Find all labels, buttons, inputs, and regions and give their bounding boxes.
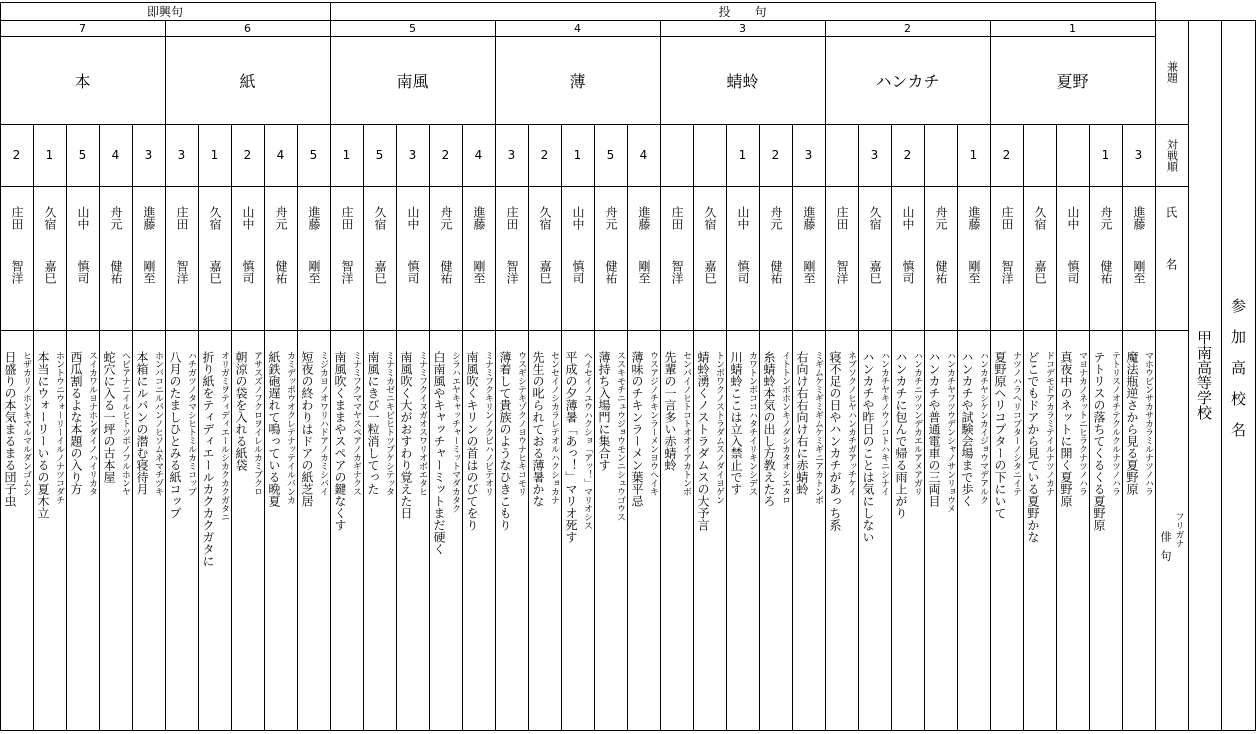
given-name: 慎司	[241, 260, 255, 284]
haiku-text: 寝不足の日やハンカチがあっち系	[828, 351, 842, 531]
haiku-text: ハンカチに包んで帰る雨上がり	[894, 351, 908, 519]
topic-title: 夏野	[1056, 71, 1089, 91]
haiku-furigana: ネブソクノヒヤハンカチガアッチケイ	[846, 351, 856, 496]
haiku-cell	[660, 331, 693, 730]
player-name	[660, 206, 693, 326]
haiku-cell	[858, 331, 891, 730]
touku-header: 投 句	[718, 4, 767, 19]
surname: 進藤	[637, 206, 651, 230]
match-order: 1	[1101, 148, 1110, 162]
grid-line	[495, 186, 660, 187]
given-name: 慎司	[406, 260, 420, 284]
block-number: 4	[574, 21, 581, 35]
haiku-cell	[198, 331, 231, 730]
haiku-furigana: ハンカチニツツンデカエルアメアガリ	[912, 351, 922, 496]
topic-title: ハンカチ	[875, 71, 940, 91]
grid-line	[990, 186, 1155, 187]
haiku-furigana: アサスズノフクロヲイレルカミブクロ	[252, 351, 262, 496]
haiku-furigana: ミギムケミギミギムケミギニアカトンボ	[813, 351, 823, 504]
given-name: 智洋	[1000, 260, 1014, 284]
match-order: 2	[771, 148, 780, 162]
given-name: 嘉巳	[43, 260, 57, 284]
given-name: 智洋	[175, 260, 189, 284]
haiku-furigana: カワトンボココハタチイリキンシデス	[747, 351, 757, 496]
given-name: 智洋	[835, 260, 849, 284]
given-name: 健祐	[1099, 260, 1113, 284]
surname: 山中	[736, 206, 750, 230]
haiku-label: 俳句	[1159, 531, 1172, 569]
surname: 山中	[406, 206, 420, 230]
match-order: 1	[573, 148, 582, 162]
given-name: 慎司	[571, 260, 585, 284]
haiku-text: 白南風やキャッチャーミットまだ硬く	[432, 351, 446, 555]
haiku-text: 平成の夕薄暑「あっ！」マリオ死す	[564, 351, 578, 543]
sokkyo-header: 即興句	[146, 4, 183, 19]
haiku-text: 夏野原ヘリコプターの下にいて	[993, 351, 1007, 519]
haiku-text: 八月のたましひとみる紙コップ	[168, 351, 182, 519]
haiku-text: 薄持ち入場門に集合す	[597, 351, 611, 471]
surname: 進藤	[802, 206, 816, 230]
haiku-furigana: カミデッポウオクレテナッテイルバンカ	[285, 351, 295, 504]
furigana-label: フリガナ	[1173, 512, 1184, 548]
player-name	[33, 206, 66, 326]
surname: 舟元	[274, 206, 288, 230]
haiku-text: 折り紙をティディエールカクカクガタに	[201, 351, 215, 567]
haiku-text: 先輩の一言多い赤蜻蛉	[663, 351, 677, 471]
surname: 庄田	[175, 206, 189, 230]
haiku-cell	[957, 331, 990, 730]
player-name	[495, 206, 528, 326]
haiku-cell	[561, 331, 594, 730]
haiku-furigana: オリガミヲティディエールシカクカクガタニ	[219, 351, 229, 521]
given-name: 智洋	[10, 260, 24, 284]
player-name	[759, 206, 792, 326]
surname: 舟元	[1099, 206, 1113, 230]
surname: 庄田	[505, 206, 519, 230]
haiku-furigana: ミナミフクイヌガオスワリオボエタヒ	[417, 351, 427, 496]
match-order: 5	[606, 148, 615, 162]
surname: 進藤	[967, 206, 981, 230]
player-name	[396, 206, 429, 326]
school-header: 参加高校名	[1229, 297, 1247, 453]
player-name	[0, 206, 33, 326]
haiku-text: 蜻蛉湧くノストラダムスの大予言	[696, 351, 710, 531]
player-name	[858, 206, 891, 326]
grid-line	[0, 730, 1256, 731]
match-order: 1	[969, 148, 978, 162]
haiku-furigana: ヘビアナニイルヒトツボノフルホンヤ	[120, 351, 130, 496]
haiku-cell	[990, 331, 1023, 730]
haiku-cell	[825, 331, 858, 730]
given-name: 慎司	[1066, 260, 1080, 284]
haiku-cell	[297, 331, 330, 730]
match-order: 3	[144, 148, 153, 162]
given-name: 嘉巳	[868, 260, 882, 284]
given-name: 慎司	[901, 260, 915, 284]
haiku-cell	[33, 331, 66, 730]
player-name	[264, 206, 297, 326]
given-name: 剛至	[472, 260, 486, 284]
player-name	[132, 206, 165, 326]
haiku-furigana: テトリスノオチテクルクルナツノハラ	[1110, 351, 1120, 496]
grid-line	[0, 186, 165, 187]
given-name: 慎司	[736, 260, 750, 284]
block-number: 3	[739, 21, 746, 35]
haiku-cell	[330, 331, 363, 730]
haiku-cell	[231, 331, 264, 730]
match-order: 5	[309, 148, 318, 162]
haiku-cell	[99, 331, 132, 730]
haiku-furigana: シラハエヤキャッチャーミットマダカタク	[450, 351, 460, 513]
haiku-text: 本箱にルパンの潜む寝待月	[135, 351, 149, 495]
haiku-furigana: センセイノシカラレテオルハクショカナ	[549, 351, 559, 504]
given-name: 嘉巳	[373, 260, 387, 284]
haiku-text: 朝涼の袋を入れる紙袋	[234, 351, 248, 471]
given-name: 剛至	[142, 260, 156, 284]
match-order: 2	[12, 148, 21, 162]
grid-line	[1255, 20, 1256, 730]
block-number: 1	[1069, 21, 1076, 35]
surname: 庄田	[10, 206, 24, 230]
haiku-furigana: スイカワルヨナホンダイノハイリカタ	[87, 351, 97, 496]
player-name	[429, 206, 462, 326]
match-order	[693, 124, 726, 186]
player-name	[594, 206, 627, 326]
haiku-text: 糸蜻蛉本気の出し方教えたろ	[762, 351, 776, 507]
player-name	[528, 206, 561, 326]
match-order: 4	[276, 148, 285, 162]
haiku-furigana: ドコデモドアカラミテイルナツノカナ	[1044, 351, 1054, 496]
given-name: 剛至	[307, 260, 321, 284]
haiku-furigana: ヘイセイノユウハクショ「アッ！」マリオシス	[582, 351, 592, 530]
haiku-cell	[792, 331, 825, 730]
player-name	[891, 206, 924, 326]
grid-line	[330, 186, 495, 187]
surname: 進藤	[472, 206, 486, 230]
haiku-cell	[1023, 331, 1056, 730]
shimei-label: 氏名	[1164, 206, 1178, 310]
haiku-text: ハンカチや普通電車の三両目	[927, 351, 941, 507]
given-name: 剛至	[1132, 260, 1146, 284]
given-name: 剛至	[637, 260, 651, 284]
school-name: 甲南高等学校	[1195, 330, 1213, 420]
player-name	[726, 206, 759, 326]
haiku-cell	[1089, 331, 1122, 730]
match-order: 4	[111, 148, 120, 162]
player-name	[165, 206, 198, 326]
haiku-cell	[1056, 331, 1089, 730]
haiku-cell	[363, 331, 396, 730]
match-order: 2	[1002, 148, 1011, 162]
surname: 庄田	[340, 206, 354, 230]
block-number: 7	[79, 21, 86, 35]
match-order: 5	[78, 148, 87, 162]
haiku-furigana: ホンバコニルパンノヒソムネマチヅキ	[153, 351, 163, 496]
haiku-cell	[759, 331, 792, 730]
topic-title: 紙	[239, 71, 256, 91]
haiku-furigana: ススキモチニュウジョウモンニシュウゴウス	[615, 351, 625, 521]
haiku-text: 先生の叱られておる薄暑かな	[531, 351, 545, 507]
match-order: 5	[375, 148, 384, 162]
match-order	[825, 124, 858, 186]
haiku-cell	[726, 331, 759, 730]
match-order: 4	[639, 148, 648, 162]
haiku-cell	[693, 331, 726, 730]
haiku-furigana: ウスギシテキゾクノヨウナヒキコモリ	[516, 351, 526, 496]
block-number: 5	[409, 21, 416, 35]
surname: 久宿	[373, 206, 387, 230]
haiku-text: 短夜の終わりはドアの紙芝居	[300, 351, 314, 507]
player-name	[198, 206, 231, 326]
surname: 庄田	[670, 206, 684, 230]
surname: 進藤	[1132, 206, 1146, 230]
haiku-furigana: ミナミフクキリンノクビハノビテオリ	[483, 351, 493, 496]
player-name	[1089, 206, 1122, 326]
given-name: 嘉巳	[538, 260, 552, 284]
haiku-furigana: ナツノハラヘリコプターノシタニイテ	[1011, 351, 1021, 496]
haiku-text: ハンカチや試験会場まで歩く	[960, 351, 974, 507]
topic-title: 蜻蛉	[726, 71, 759, 91]
surname: 久宿	[538, 206, 552, 230]
haiku-cell	[462, 331, 495, 730]
player-name	[363, 206, 396, 326]
haiku-text: 真夜中のネットに開く夏野原	[1059, 351, 1073, 507]
haiku-cell	[627, 331, 660, 730]
haiku-cell	[165, 331, 198, 730]
given-name: 智洋	[505, 260, 519, 284]
surname: 山中	[1066, 206, 1080, 230]
match-order: 1	[45, 148, 54, 162]
player-name	[561, 206, 594, 326]
match-order: 2	[540, 148, 549, 162]
surname: 舟元	[439, 206, 453, 230]
grid-line	[1155, 330, 1188, 331]
haiku-text: テトリスの落ちてくるくる夏野原	[1092, 351, 1106, 531]
haiku-furigana: トンボワクノストラダムスノダイヨゲン	[714, 351, 724, 504]
match-order: 2	[441, 148, 450, 162]
given-name: 健祐	[934, 260, 948, 284]
player-name	[330, 206, 363, 326]
haiku-text: 魔法瓶逆さから見る夏野原	[1125, 351, 1139, 495]
haiku-furigana: ホントウニウォーリーイルノナツコダチ	[54, 351, 64, 504]
haiku-furigana: ミナミカゼニキビヒトツブケシテッタ	[384, 351, 394, 496]
surname: 久宿	[703, 206, 717, 230]
match-order	[1023, 124, 1056, 186]
surname: 久宿	[1033, 206, 1047, 230]
match-order: 2	[903, 148, 912, 162]
surname: 舟元	[604, 206, 618, 230]
given-name: 嘉巳	[208, 260, 222, 284]
haiku-text: 右向け右右向け右に赤蜻蛉	[795, 351, 809, 495]
given-name: 健祐	[109, 260, 123, 284]
haiku-furigana: ウスアジノチキンラーメンヨウヘイキ	[648, 351, 658, 496]
grid-line	[660, 186, 825, 187]
haiku-cell	[495, 331, 528, 730]
surname: 山中	[241, 206, 255, 230]
given-name: 嘉巳	[1033, 260, 1047, 284]
haiku-cell	[132, 331, 165, 730]
haiku-cell	[264, 331, 297, 730]
surname: 庄田	[835, 206, 849, 230]
haiku-cell	[891, 331, 924, 730]
haiku-furigana: ハチガツノタマシヒトミルカミコップ	[186, 351, 196, 496]
given-name: 慎司	[76, 260, 90, 284]
match-order: 3	[177, 148, 186, 162]
haiku-text: 本当にウォーリーいるの夏木立	[36, 351, 50, 519]
haiku-furigana: ミジカヨノオワリハドアノカミシバイ	[318, 351, 328, 496]
haiku-text: 西瓜割るよな本題の入り方	[69, 351, 83, 495]
given-name: 健祐	[439, 260, 453, 284]
haiku-text: ハンカチや昨日のことは気にしない	[861, 351, 875, 543]
haiku-text: 蛇穴に入る一坪の古本屋	[102, 351, 116, 483]
player-name	[462, 206, 495, 326]
haiku-furigana: ヒザカリノホンキマルマルダンゴムシ	[21, 351, 31, 496]
grid-line	[825, 186, 990, 187]
haiku-cell	[594, 331, 627, 730]
haiku-furigana: ハンカチヤキノウノコトハキニシナイ	[879, 351, 889, 496]
topic-title: 南風	[396, 71, 429, 91]
player-name	[627, 206, 660, 326]
player-name	[990, 206, 1023, 326]
haiku-text: 南風にきび一粒消してった	[366, 351, 380, 495]
match-order: 3	[870, 148, 879, 162]
player-name	[1056, 206, 1089, 326]
haiku-text: 薄味のチキンラーメン葉平忌	[630, 351, 644, 507]
match-order: 1	[342, 148, 351, 162]
haiku-furigana: センパイノヒトコトオオイアカトンボ	[681, 351, 691, 496]
given-name: 剛至	[802, 260, 816, 284]
grid-line	[165, 186, 330, 187]
surname: 山中	[76, 206, 90, 230]
taisen-label: 対戦順	[1165, 138, 1179, 172]
haiku-text: 川蜻蛉ここは立入禁止です	[729, 351, 743, 495]
given-name: 智洋	[340, 260, 354, 284]
match-order: 4	[474, 148, 483, 162]
surname: 久宿	[43, 206, 57, 230]
haiku-text: 南風吹く大がおすわり覚えた日	[399, 351, 413, 519]
player-name	[792, 206, 825, 326]
haiku-text: 南風吹くままやスペアの鍵なくす	[333, 351, 347, 531]
haiku-cell	[429, 331, 462, 730]
topic-title: 薄	[569, 71, 586, 91]
haiku-furigana: イトトンボホンキノダシカタオシエタロ	[780, 351, 790, 504]
haiku-furigana: マヨナカノネットニヒラクナツノハラ	[1077, 351, 1087, 496]
given-name: 健祐	[604, 260, 618, 284]
topic-title: 本	[74, 71, 91, 91]
match-order: 3	[507, 148, 516, 162]
given-name: 健祐	[769, 260, 783, 284]
haiku-furigana: ハンカチヤフツウデンシャノサンリョウメ	[945, 351, 955, 513]
match-order: 3	[804, 148, 813, 162]
haiku-cell	[0, 331, 33, 730]
surname: 舟元	[769, 206, 783, 230]
haiku-text: 紙鉄砲遅れて鳴っている晩夏	[267, 351, 281, 507]
kendai-label: 兼題	[1165, 61, 1179, 83]
haiku-cell	[396, 331, 429, 730]
block-number: 2	[904, 21, 911, 35]
match-order: 1	[210, 148, 219, 162]
player-name	[693, 206, 726, 326]
given-name: 智洋	[670, 260, 684, 284]
match-order	[660, 124, 693, 186]
haiku-furigana: ミナミフクママヤスペアノカギナクス	[351, 351, 361, 496]
haiku-text: 南風吹くキリンの首はのびてをり	[465, 351, 479, 531]
haiku-cell	[528, 331, 561, 730]
match-order: 3	[1134, 148, 1143, 162]
given-name: 剛至	[967, 260, 981, 284]
surname: 庄田	[1000, 206, 1014, 230]
surname: 舟元	[109, 206, 123, 230]
surname: 舟元	[934, 206, 948, 230]
surname: 山中	[571, 206, 585, 230]
surname: 進藤	[142, 206, 156, 230]
player-name	[231, 206, 264, 326]
match-order	[1056, 124, 1089, 186]
haiku-cell	[66, 331, 99, 730]
player-name	[957, 206, 990, 326]
match-order: 1	[738, 148, 747, 162]
match-order	[924, 124, 957, 186]
player-name	[1122, 206, 1155, 326]
match-order: 3	[408, 148, 417, 162]
grid-line	[1155, 2, 1156, 20]
block-number: 6	[244, 21, 251, 35]
haiku-furigana: マホウビンサカサカラミルナツノハラ	[1143, 351, 1153, 496]
given-name: 嘉巳	[703, 260, 717, 284]
player-name	[66, 206, 99, 326]
haiku-furigana: ハンカチヤシケンカイジョウマデアルク	[978, 351, 988, 504]
surname: 久宿	[868, 206, 882, 230]
player-name	[825, 206, 858, 326]
player-name	[1023, 206, 1056, 326]
haiku-cell	[1122, 331, 1155, 730]
surname: 進藤	[307, 206, 321, 230]
player-name	[924, 206, 957, 326]
player-name	[99, 206, 132, 326]
haiku-text: 薄着して貴族のようなひきこもり	[498, 351, 512, 531]
given-name: 健祐	[274, 260, 288, 284]
player-name	[297, 206, 330, 326]
haiku-cell	[924, 331, 957, 730]
surname: 久宿	[208, 206, 222, 230]
haiku-text: どこでもドアから見ている夏野かな	[1026, 351, 1040, 543]
match-order: 2	[243, 148, 252, 162]
haiku-text: 日盛りの本気まるまる団子虫	[3, 351, 17, 507]
surname: 山中	[901, 206, 915, 230]
